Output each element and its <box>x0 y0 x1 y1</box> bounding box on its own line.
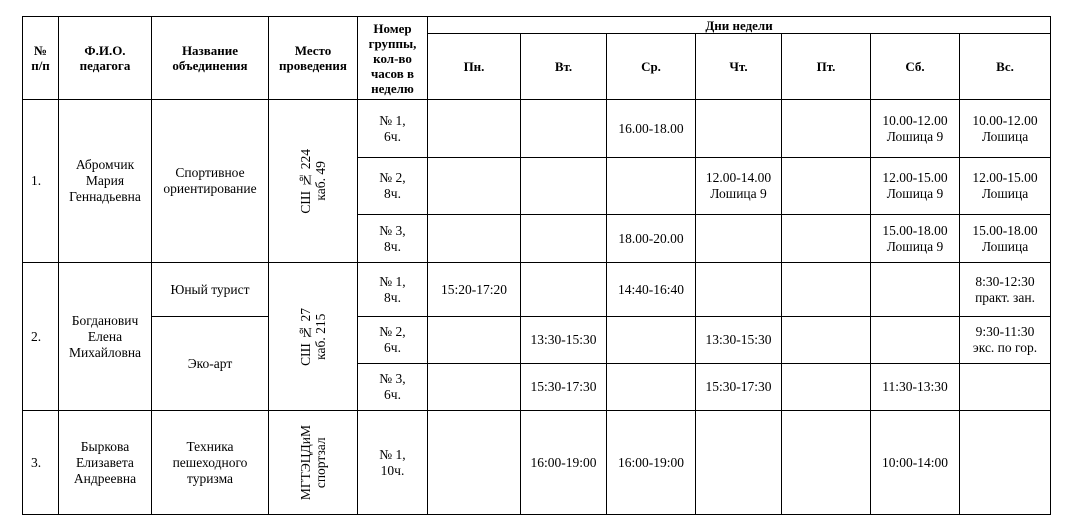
schedule-cell <box>696 100 782 158</box>
schedule-cell: 12.00-14.00 Лошица 9 <box>696 158 782 215</box>
place-text: МГТЭЦДиМ спортзал <box>298 424 328 501</box>
header-day-sun: Вс. <box>960 34 1051 100</box>
schedule-cell <box>696 411 782 515</box>
schedule-cell <box>871 263 960 317</box>
header-place: Место проведения <box>269 17 358 100</box>
schedule-cell <box>607 317 696 364</box>
schedule-cell: 10.00-12.00 Лошица 9 <box>871 100 960 158</box>
schedule-cell: 15.00-18.00 Лошица 9 <box>871 215 960 263</box>
schedule-cell <box>428 215 521 263</box>
schedule-cell <box>428 364 521 411</box>
teacher-name: Быркова Елизавета Андреевна <box>59 411 152 515</box>
header-day-thu: Чт. <box>696 34 782 100</box>
association-name: Эко-арт <box>152 317 269 411</box>
group-cell: № 2, 6ч. <box>358 317 428 364</box>
header-days-title: Дни недели <box>428 17 1051 34</box>
schedule-cell <box>521 100 607 158</box>
schedule-cell: 14:40-16:40 <box>607 263 696 317</box>
group-cell: № 3, 8ч. <box>358 215 428 263</box>
schedule-cell <box>696 263 782 317</box>
association-name: Техника пешеходного туризма <box>152 411 269 515</box>
schedule-cell: 15.00-18.00 Лошица <box>960 215 1051 263</box>
schedule-cell <box>782 317 871 364</box>
header-association: Название объединения <box>152 17 269 100</box>
schedule-cell <box>607 158 696 215</box>
place-cell <box>269 100 358 263</box>
association-name: Юный турист <box>152 263 269 317</box>
schedule-cell <box>782 215 871 263</box>
schedule-cell: 16:00-19:00 <box>607 411 696 515</box>
group-cell: № 1, 6ч. <box>358 100 428 158</box>
header-day-sat: Сб. <box>871 34 960 100</box>
schedule-cell <box>782 158 871 215</box>
teacher-name: Богданович Елена Михайловна <box>59 263 152 411</box>
header-number: № п/п <box>23 17 59 100</box>
schedule-cell: 15:30-17:30 <box>696 364 782 411</box>
header-group: Номер группы, кол-во часов в неделю <box>358 17 428 100</box>
schedule-cell: 18.00-20.00 <box>607 215 696 263</box>
group-cell: № 2, 8ч. <box>358 158 428 215</box>
header-teacher: Ф.И.О. педагога <box>59 17 152 100</box>
group-cell: № 3, 6ч. <box>358 364 428 411</box>
schedule-cell <box>428 158 521 215</box>
schedule-cell: 10.00-12.00 Лошица <box>960 100 1051 158</box>
row-number: 1. <box>23 100 59 263</box>
schedule-cell <box>960 411 1051 515</box>
schedule-cell: 8:30-12:30 практ. зан. <box>960 263 1051 317</box>
row-number: 2. <box>23 263 59 411</box>
table-row <box>23 411 1051 515</box>
schedule-table <box>22 16 1051 515</box>
group-cell: № 1, 10ч. <box>358 411 428 515</box>
header-day-wed: Ср. <box>607 34 696 100</box>
place-text: СШ № 224 каб. 49 <box>298 148 328 214</box>
table-row <box>23 317 1051 364</box>
schedule-cell: 11:30-13:30 <box>871 364 960 411</box>
schedule-cell <box>782 411 871 515</box>
schedule-cell: 15:20-17:20 <box>428 263 521 317</box>
schedule-cell <box>871 317 960 364</box>
place-text: СШ № 27 каб. 215 <box>298 307 328 366</box>
schedule-cell <box>521 158 607 215</box>
schedule-cell: 15:30-17:30 <box>521 364 607 411</box>
schedule-cell <box>782 364 871 411</box>
header-day-mon: Пн. <box>428 34 521 100</box>
schedule-cell: 10:00-14:00 <box>871 411 960 515</box>
schedule-cell: 13:30-15:30 <box>521 317 607 364</box>
schedule-cell <box>428 411 521 515</box>
schedule-cell <box>428 317 521 364</box>
schedule-cell <box>607 364 696 411</box>
association-name: Спортивное ориентирование <box>152 100 269 263</box>
header-day-tue: Вт. <box>521 34 607 100</box>
schedule-cell: 16.00-18.00 <box>607 100 696 158</box>
group-cell: № 1, 8ч. <box>358 263 428 317</box>
schedule-cell: 16:00-19:00 <box>521 411 607 515</box>
schedule-cell <box>696 215 782 263</box>
schedule-cell <box>782 263 871 317</box>
schedule-cell <box>521 263 607 317</box>
schedule-cell <box>960 364 1051 411</box>
schedule-cell: 12.00-15.00 Лошица <box>960 158 1051 215</box>
schedule-cell <box>428 100 521 158</box>
schedule-cell: 9:30-11:30 экс. по гор. <box>960 317 1051 364</box>
table-row <box>23 263 1051 317</box>
schedule-cell: 12.00-15.00 Лошица 9 <box>871 158 960 215</box>
teacher-name: Абромчик Мария Геннадьевна <box>59 100 152 263</box>
place-cell <box>269 263 358 411</box>
place-cell <box>269 411 358 515</box>
table-row <box>23 100 1051 158</box>
row-number: 3. <box>23 411 59 515</box>
schedule-cell <box>521 215 607 263</box>
schedule-cell: 13:30-15:30 <box>696 317 782 364</box>
header-day-fri: Пт. <box>782 34 871 100</box>
schedule-cell <box>782 100 871 158</box>
